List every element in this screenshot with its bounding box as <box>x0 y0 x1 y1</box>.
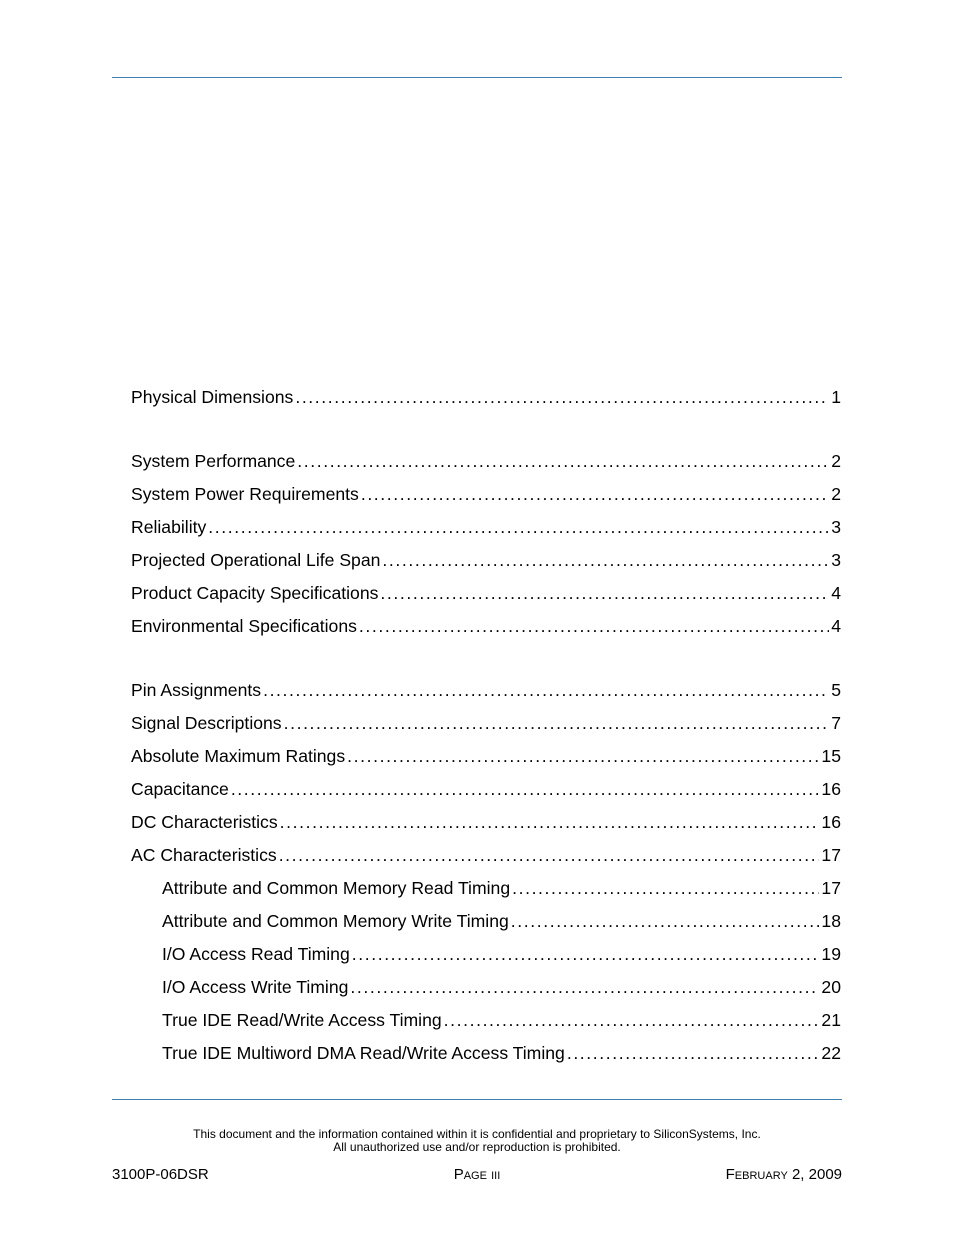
toc-leader-dots <box>279 842 820 868</box>
toc-entry-page: 17 <box>821 878 841 898</box>
toc-entry-page: 21 <box>821 1010 841 1030</box>
toc-subentry-attribute-common-memory-read-timing[interactable] <box>131 875 841 908</box>
toc-leader-dots <box>567 1040 820 1066</box>
toc-subentry-io-access-write-timing[interactable] <box>131 974 841 1007</box>
footer-rule <box>112 1099 842 1100</box>
toc-entry-label: AC Characteristics <box>131 845 277 865</box>
toc-entry-page: 16 <box>821 812 841 832</box>
toc-entry-label: True IDE Multiword DMA Read/Write Access Timing <box>162 1043 565 1063</box>
toc-entry-label: Signal Descriptions <box>131 713 282 733</box>
toc-entry-system-power-requirements[interactable] <box>131 481 841 514</box>
toc-leader-dots <box>347 743 819 769</box>
toc-entry-page: 4 <box>831 616 841 636</box>
toc-leader-dots <box>361 481 829 507</box>
toc-entry-page: 5 <box>831 680 841 700</box>
toc-leader-dots <box>511 908 820 934</box>
toc-leader-dots <box>208 514 829 540</box>
toc-subentry-true-ide-read-write-access-timing[interactable] <box>131 1007 841 1040</box>
toc-subentry-io-access-read-timing[interactable] <box>131 941 841 974</box>
header-rule <box>112 77 842 78</box>
toc-leader-dots <box>284 710 830 736</box>
confidentiality-notice <box>0 1128 954 1154</box>
toc-entry-capacitance[interactable] <box>131 776 841 809</box>
document-number: 3100P-06DSR <box>112 1166 209 1183</box>
table-of-contents <box>131 384 841 1073</box>
toc-entry-label: System Power Requirements <box>131 484 359 504</box>
toc-entry-page: 3 <box>831 517 841 537</box>
toc-entry-label: Reliability <box>131 517 207 537</box>
toc-leader-dots <box>359 613 829 639</box>
toc-entry-page: 20 <box>821 977 841 997</box>
toc-entry-page: 16 <box>821 779 841 799</box>
toc-entry-label: I/O Access Write Timing <box>162 977 349 997</box>
page-number: Page iii <box>453 1166 501 1183</box>
toc-entry-page: 18 <box>821 911 841 931</box>
document-date: February 2, 2009 <box>725 1166 842 1183</box>
toc-leader-dots <box>444 1007 820 1033</box>
toc-entry-label: Pin Assignments <box>131 680 262 700</box>
toc-entry-ac-characteristics[interactable] <box>131 842 841 875</box>
toc-entry-label: Absolute Maximum Ratings <box>131 746 346 766</box>
toc-leader-dots <box>231 776 820 802</box>
confidentiality-line-2: All unauthorized use and/or reproduction is prohibited. <box>333 1140 621 1154</box>
toc-leader-dots <box>280 809 820 835</box>
toc-entry-label: Environmental Specifications <box>131 616 357 636</box>
toc-entry-page: 19 <box>821 944 841 964</box>
toc-entry-label: Attribute and Common Memory Read Timing <box>162 878 511 898</box>
toc-entry-page: 1 <box>831 387 841 407</box>
toc-subentry-true-ide-multiword-dma-timing[interactable] <box>131 1040 841 1073</box>
toc-entry-label: True IDE Read/Write Access Timing <box>162 1010 442 1030</box>
toc-entry-pin-assignments[interactable] <box>131 677 841 710</box>
toc-entry-page: 15 <box>821 746 841 766</box>
toc-entry-label: DC Characteristics <box>131 812 278 832</box>
toc-entry-system-performance[interactable] <box>131 448 841 481</box>
toc-entry-label: System Performance <box>131 451 296 471</box>
toc-leader-dots <box>512 875 819 901</box>
toc-entry-label: Physical Dimensions <box>131 387 294 407</box>
toc-leader-dots <box>263 677 829 703</box>
toc-entry-label: Attribute and Common Memory Write Timing <box>162 911 509 931</box>
toc-leader-dots <box>295 384 829 410</box>
toc-leader-dots <box>380 580 829 606</box>
toc-entry-page: 4 <box>831 583 841 603</box>
toc-entry-page: 22 <box>821 1043 841 1063</box>
toc-entry-page: 7 <box>831 713 841 733</box>
toc-entry-page: 2 <box>831 484 841 504</box>
confidentiality-line-1: This document and the information contained within it is confidential and proprietary to SiliconSystems, Inc. <box>193 1127 761 1141</box>
toc-entry-product-capacity-specifications[interactable] <box>131 580 841 613</box>
toc-leader-dots <box>382 547 829 573</box>
toc-entry-projected-operational-life-span[interactable] <box>131 547 841 580</box>
toc-entry-dc-characteristics[interactable] <box>131 809 841 842</box>
toc-entry-page: 17 <box>821 845 841 865</box>
toc-entry-page: 3 <box>831 550 841 570</box>
toc-leader-dots <box>350 974 819 1000</box>
toc-subentry-attribute-common-memory-write-timing[interactable] <box>131 908 841 941</box>
toc-entry-label: Capacitance <box>131 779 229 799</box>
toc-entry-label: I/O Access Read Timing <box>162 944 350 964</box>
toc-entry-absolute-maximum-ratings[interactable] <box>131 743 841 776</box>
toc-entry-physical-dimensions[interactable] <box>131 384 841 417</box>
toc-entry-reliability[interactable] <box>131 514 841 547</box>
toc-entry-environmental-specifications[interactable] <box>131 613 841 646</box>
toc-leader-dots <box>297 448 829 474</box>
toc-entry-signal-descriptions[interactable] <box>131 710 841 743</box>
toc-entry-label: Product Capacity Specifications <box>131 583 379 603</box>
toc-leader-dots <box>352 941 820 967</box>
toc-entry-label: Projected Operational Life Span <box>131 550 381 570</box>
toc-entry-page: 2 <box>831 451 841 471</box>
